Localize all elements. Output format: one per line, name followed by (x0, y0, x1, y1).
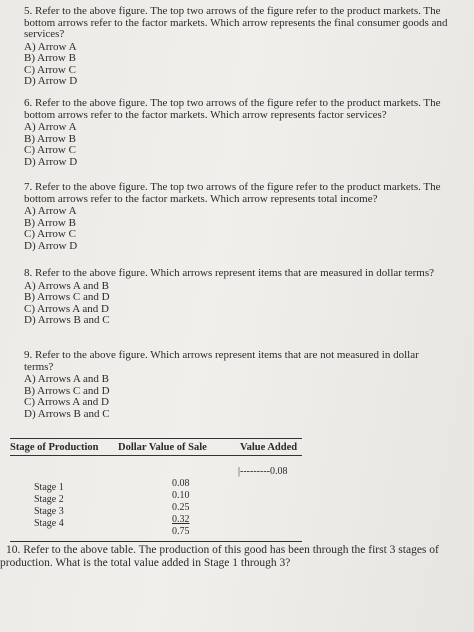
table-header-rule (10, 455, 302, 456)
question-5-option-c: C) Arrow C (24, 63, 76, 76)
header-value-added: Value Added (240, 442, 298, 453)
sale-value: 0.10 (172, 490, 190, 501)
question-9-option-c: C) Arrows A and D (24, 396, 109, 408)
question-7-option-c: C) Arrow C (24, 228, 76, 240)
table-bottom-rule (10, 541, 302, 542)
question-7-option-b: B) Arrow B (24, 216, 76, 229)
question-7-option-a: A) Arrow A (24, 205, 77, 217)
question-6 (24, 98, 454, 168)
question-6-option-a: A) Arrow A (24, 121, 77, 133)
header-dollar-value-of-sale: Dollar Value of Sale (118, 442, 207, 453)
question-7-option-d: D) Arrow D (24, 239, 78, 252)
question-8 (24, 268, 454, 327)
stage-label: Stage 2 (34, 494, 64, 505)
question-6-option-c: C) Arrow C (24, 144, 76, 156)
question-8-stem: 8. Refer to the above figure. Which arrows represent items that are measured in dollar terms? (24, 267, 435, 279)
value-added-first-entry: |---------0.08 (238, 466, 288, 477)
sale-value-total: 0.75 (172, 526, 190, 537)
question-7-stem: 7. Refer to the above figure. The top two arrows of the figure refer to the product markets. The bottom arrows refer to the factor markets. Which arrow represents total income? (24, 181, 441, 205)
question-9-option-a: A) Arrows A and B (24, 373, 109, 385)
header-stage-of-production: Stage of Production (10, 442, 99, 453)
sale-value: 0.08 (172, 478, 190, 489)
stage-label: Stage 4 (34, 518, 64, 529)
table-top-rule (10, 438, 302, 439)
question-9-stem: 9. Refer to the above figure. Which arrows represent items that are not measured in dollar terms? (24, 349, 419, 373)
question-6-option-d: D) Arrow D (24, 155, 78, 168)
sale-value: 0.32 (172, 514, 190, 525)
stage-label: Stage 1 (34, 482, 64, 493)
question-9-option-d: D) Arrows B and C (24, 407, 110, 420)
question-5-option-b: B) Arrow B (24, 52, 76, 64)
stage-column (34, 482, 64, 530)
question-9 (24, 350, 444, 420)
question-10-line-2: production. What is the total value added in Stage 1 through 3? (0, 557, 291, 569)
question-7 (24, 182, 454, 252)
production-table-header (10, 442, 302, 453)
question-10-line-1: 10. Refer to the above table. The production of this good has been through the first 3 stages of (6, 544, 439, 556)
question-6-option-b: B) Arrow B (24, 132, 76, 145)
sale-value: 0.25 (172, 502, 190, 513)
question-5-option-d: D) Arrow D (24, 75, 78, 87)
stage-label: Stage 3 (34, 506, 64, 517)
question-8-option-b: B) Arrows C and D (24, 291, 110, 303)
question-10 (0, 544, 474, 570)
question-5 (24, 6, 454, 88)
question-8-option-a: A) Arrows A and B (24, 279, 109, 292)
question-5-option-a: A) Arrow A (24, 40, 77, 53)
question-9-option-b: B) Arrows C and D (24, 384, 110, 397)
question-6-stem: 6. Refer to the above figure. The top two arrows of the figure refer to the product markets. The bottom arrows refer to the factor markets. Which arrow represents factor services? (24, 97, 441, 121)
question-8-option-c: C) Arrows A and D (24, 302, 109, 315)
dollar-value-column (172, 478, 190, 538)
question-8-option-d: D) Arrows B and C (24, 314, 110, 326)
question-5-stem: 5. Refer to the above figure. The top two arrows of the figure refer to the product markets. The bottom arrows refer to the factor markets. Which arrow represents the final consumer goods and services? (24, 5, 448, 40)
